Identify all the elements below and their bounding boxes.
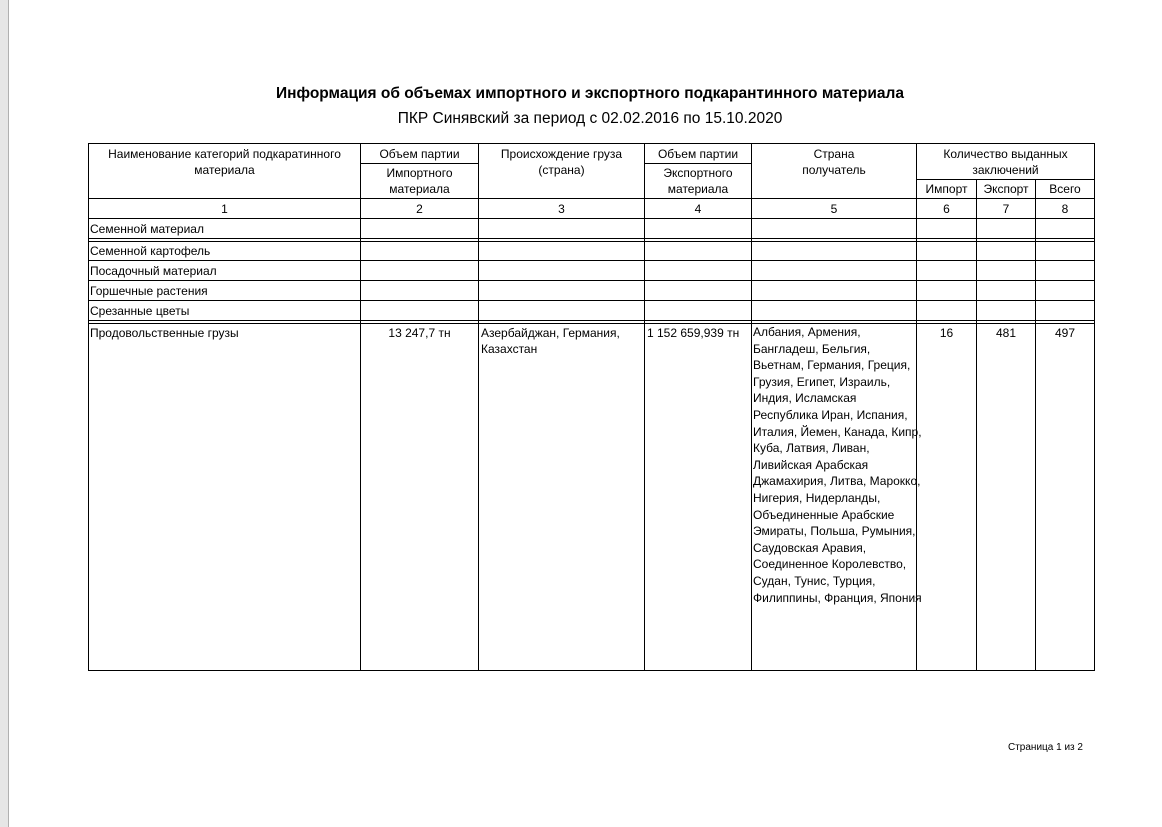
header-conclusions: Количество выданных заключений [943, 147, 1068, 177]
header-export-volume-bottom: Экспортного материала [663, 166, 733, 196]
header-recipient-country: Страна получатель [802, 147, 866, 177]
report-title: Информация об объемах импортного и экспортного подкарантинного материала [275, 85, 905, 102]
row-category-seed: Семенной материал [90, 222, 204, 236]
food-import-count: 16 [939, 326, 954, 340]
header-origin: Происхождение груза (страна) [500, 147, 623, 177]
row-category-potted: Горшечные растения [90, 284, 208, 298]
page-number: Страница 1 из 2 [1008, 742, 1083, 753]
col-number-5: 5 [830, 202, 838, 216]
header-import-volume-top: Объем партии [379, 147, 460, 161]
header-export-volume-top: Объем партии [657, 147, 739, 161]
col-number-6: 6 [943, 202, 950, 216]
header-export-count: Экспорт [983, 182, 1029, 196]
col-number-2: 2 [416, 202, 423, 216]
col-number-7: 7 [1002, 202, 1010, 216]
food-export-volume: 1 152 659,939 тн [647, 326, 740, 340]
row-category-food: Продовольственные грузы [90, 326, 239, 340]
header-import-count: Импорт [925, 182, 968, 196]
header-total-count: Всего [1049, 182, 1081, 196]
row-category-planting: Посадочный материал [90, 264, 217, 278]
row-category-seed-potato: Семенной картофель [90, 244, 211, 258]
header-category: Наименование категорий подкаратинного материала [108, 147, 341, 177]
food-total-count: 497 [1054, 326, 1076, 340]
food-recipient-countries: Албания, Армения, Бангладеш, Бельгия, Вьетнам, Германия, Греция, Грузия, Египет, Израиль, Индия, Исламская Республика Иран, Испания, Италия, Йемен, Канада, Кипр, Куба, Латвия, Ливан, Ливийская Арабская Джамахирия, Литва, Марокко, Нигерия, Нидерланды, Объединенные Арабские Эмираты, Польша, Румыния, Саудовская Аравия, Соединенное Королевство, Судан, Тунис, Турция, Филиппины, Франция, Япония [753, 325, 922, 605]
food-origin: Азербайджан, Германия, Казахстан [481, 326, 620, 356]
report-subtitle: ПКР Синявский за период с 02.02.2016 по 15.10.2020 [397, 110, 783, 127]
report-table [88, 143, 1095, 671]
col-number-8: 8 [1061, 202, 1069, 216]
food-import-volume: 13 247,7 тн [388, 326, 451, 340]
col-number-3: 3 [558, 202, 565, 216]
col-number-4: 4 [694, 202, 702, 216]
row-category-cut-flowers: Срезанные цветы [90, 304, 190, 318]
header-import-volume-bottom: Импортного материала [386, 166, 453, 196]
col-number-1: 1 [221, 202, 228, 216]
food-export-count: 481 [995, 326, 1017, 340]
